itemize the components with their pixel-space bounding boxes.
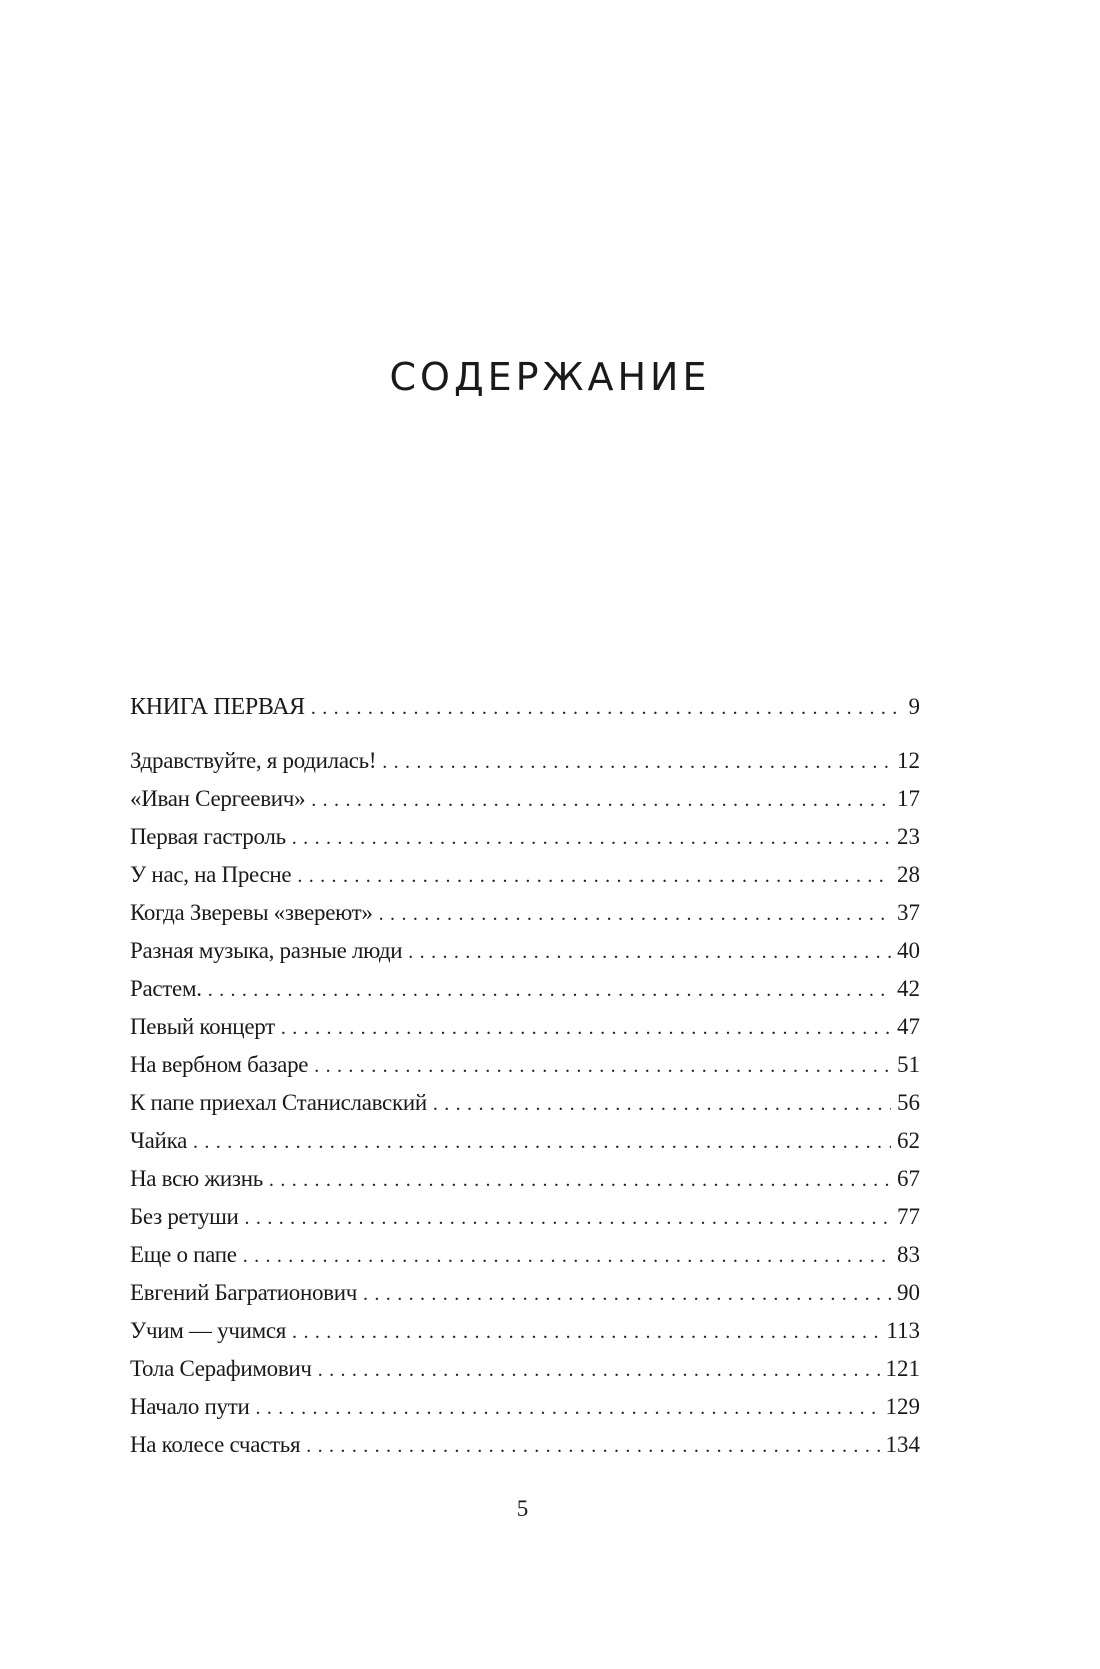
- toc-entry[interactable]: [130, 1388, 920, 1426]
- toc-entry[interactable]: [130, 894, 920, 932]
- toc-entry-label: Растем.: [130, 976, 202, 1001]
- toc-entry-label: Разная музыка, разные люди: [130, 938, 403, 963]
- toc-entry-page: 83: [897, 1242, 920, 1267]
- toc-entry-page: 51: [897, 1052, 920, 1077]
- toc-entry[interactable]: [130, 1426, 920, 1464]
- dot-leader: [363, 1275, 891, 1313]
- dot-leader: [255, 1389, 879, 1427]
- toc-entry-page: 17: [897, 786, 920, 811]
- toc-entry-label: «Иван Сергеевич»: [130, 786, 306, 811]
- toc-entry[interactable]: [130, 1046, 920, 1084]
- toc-entries: [130, 742, 920, 1464]
- toc-entry-page: 56: [897, 1090, 920, 1115]
- toc-part-label: КНИГА ПЕРВАЯ: [130, 694, 305, 720]
- toc-entry-page: 12: [897, 748, 920, 773]
- toc-entry-page: 37: [897, 900, 920, 925]
- table-of-contents: [130, 690, 920, 1464]
- toc-entry-page: 47: [897, 1014, 920, 1039]
- dot-leader: [408, 933, 891, 971]
- toc-part-heading[interactable]: [130, 690, 920, 738]
- dot-leader: [433, 1085, 891, 1123]
- toc-entry-page: 42: [897, 976, 920, 1001]
- toc-entry[interactable]: [130, 1084, 920, 1122]
- dot-leader: [311, 691, 903, 725]
- toc-entry-label: Когда Зверевы «звереют»: [130, 900, 373, 925]
- toc-entry-label: На колесе счастья: [130, 1432, 301, 1457]
- dot-leader: [379, 895, 891, 933]
- toc-entry[interactable]: [130, 1350, 920, 1388]
- dot-leader: [245, 1199, 891, 1237]
- page-number: 5: [516, 1496, 529, 1521]
- toc-entry[interactable]: [130, 1198, 920, 1236]
- dot-leader: [297, 857, 891, 895]
- toc-entry[interactable]: [130, 1274, 920, 1312]
- toc-entry-page: 23: [897, 824, 920, 849]
- toc-entry[interactable]: [130, 742, 920, 780]
- toc-entry-page: 90: [897, 1280, 920, 1305]
- toc-entry-label: На вербном базаре: [130, 1052, 309, 1077]
- toc-entry-label: Учим — учимся: [130, 1318, 287, 1343]
- toc-entry-page: 121: [885, 1356, 920, 1381]
- toc-entry-label: Евгений Багратионович: [130, 1280, 357, 1305]
- toc-entry-label: Певый концерт: [130, 1014, 275, 1039]
- dot-leader: [292, 819, 891, 857]
- toc-entry-label: У нас, на Пресне: [130, 862, 292, 887]
- toc-entry-page: 77: [897, 1204, 920, 1229]
- toc-entry-label: На всю жизнь: [130, 1166, 263, 1191]
- dot-leader: [269, 1161, 891, 1199]
- toc-entry-label: Начало пути: [130, 1394, 250, 1419]
- toc-entry[interactable]: [130, 1236, 920, 1274]
- toc-entry-page: 28: [897, 862, 920, 887]
- dot-leader: [193, 1123, 891, 1161]
- dot-leader: [314, 1047, 891, 1085]
- toc-part-page: 9: [908, 694, 920, 719]
- toc-entry[interactable]: [130, 932, 920, 970]
- toc-entry[interactable]: [130, 1312, 920, 1350]
- toc-entry-label: К папе приехал Станиславский: [130, 1090, 427, 1115]
- dot-leader: [318, 1351, 880, 1389]
- dot-leader: [281, 1009, 891, 1047]
- toc-entry-label: Тола Серафимович: [130, 1356, 312, 1381]
- toc-entry[interactable]: [130, 856, 920, 894]
- dot-leader: [306, 1427, 879, 1465]
- toc-entry[interactable]: [130, 818, 920, 856]
- toc-entry[interactable]: [130, 1008, 920, 1046]
- toc-entry[interactable]: [130, 970, 920, 1008]
- toc-entry-page: 134: [885, 1432, 920, 1457]
- dot-leader: [382, 743, 891, 781]
- dot-leader: [311, 781, 891, 819]
- toc-entry-page: 40: [897, 938, 920, 963]
- toc-entry-label: Чайка: [130, 1128, 187, 1153]
- toc-entry-label: Еще о папе: [130, 1242, 237, 1267]
- dot-leader: [243, 1237, 891, 1275]
- dot-leader: [292, 1313, 880, 1351]
- toc-entry-label: Здравствуйте, я родилась!: [130, 748, 377, 773]
- page-title: СОДЕРЖАНИЕ: [389, 355, 711, 400]
- toc-entry[interactable]: [130, 780, 920, 818]
- toc-entry[interactable]: [130, 1160, 920, 1198]
- toc-entry[interactable]: [130, 1122, 920, 1160]
- toc-entry-label: Без ретуши: [130, 1204, 239, 1229]
- toc-entry-label: Первая гастроль: [130, 824, 286, 849]
- toc-entry-page: 67: [897, 1166, 920, 1191]
- toc-entry-page: 113: [886, 1318, 920, 1343]
- toc-entry-page: 62: [897, 1128, 920, 1153]
- toc-entry-page: 129: [885, 1394, 920, 1419]
- dot-leader: [208, 971, 891, 1009]
